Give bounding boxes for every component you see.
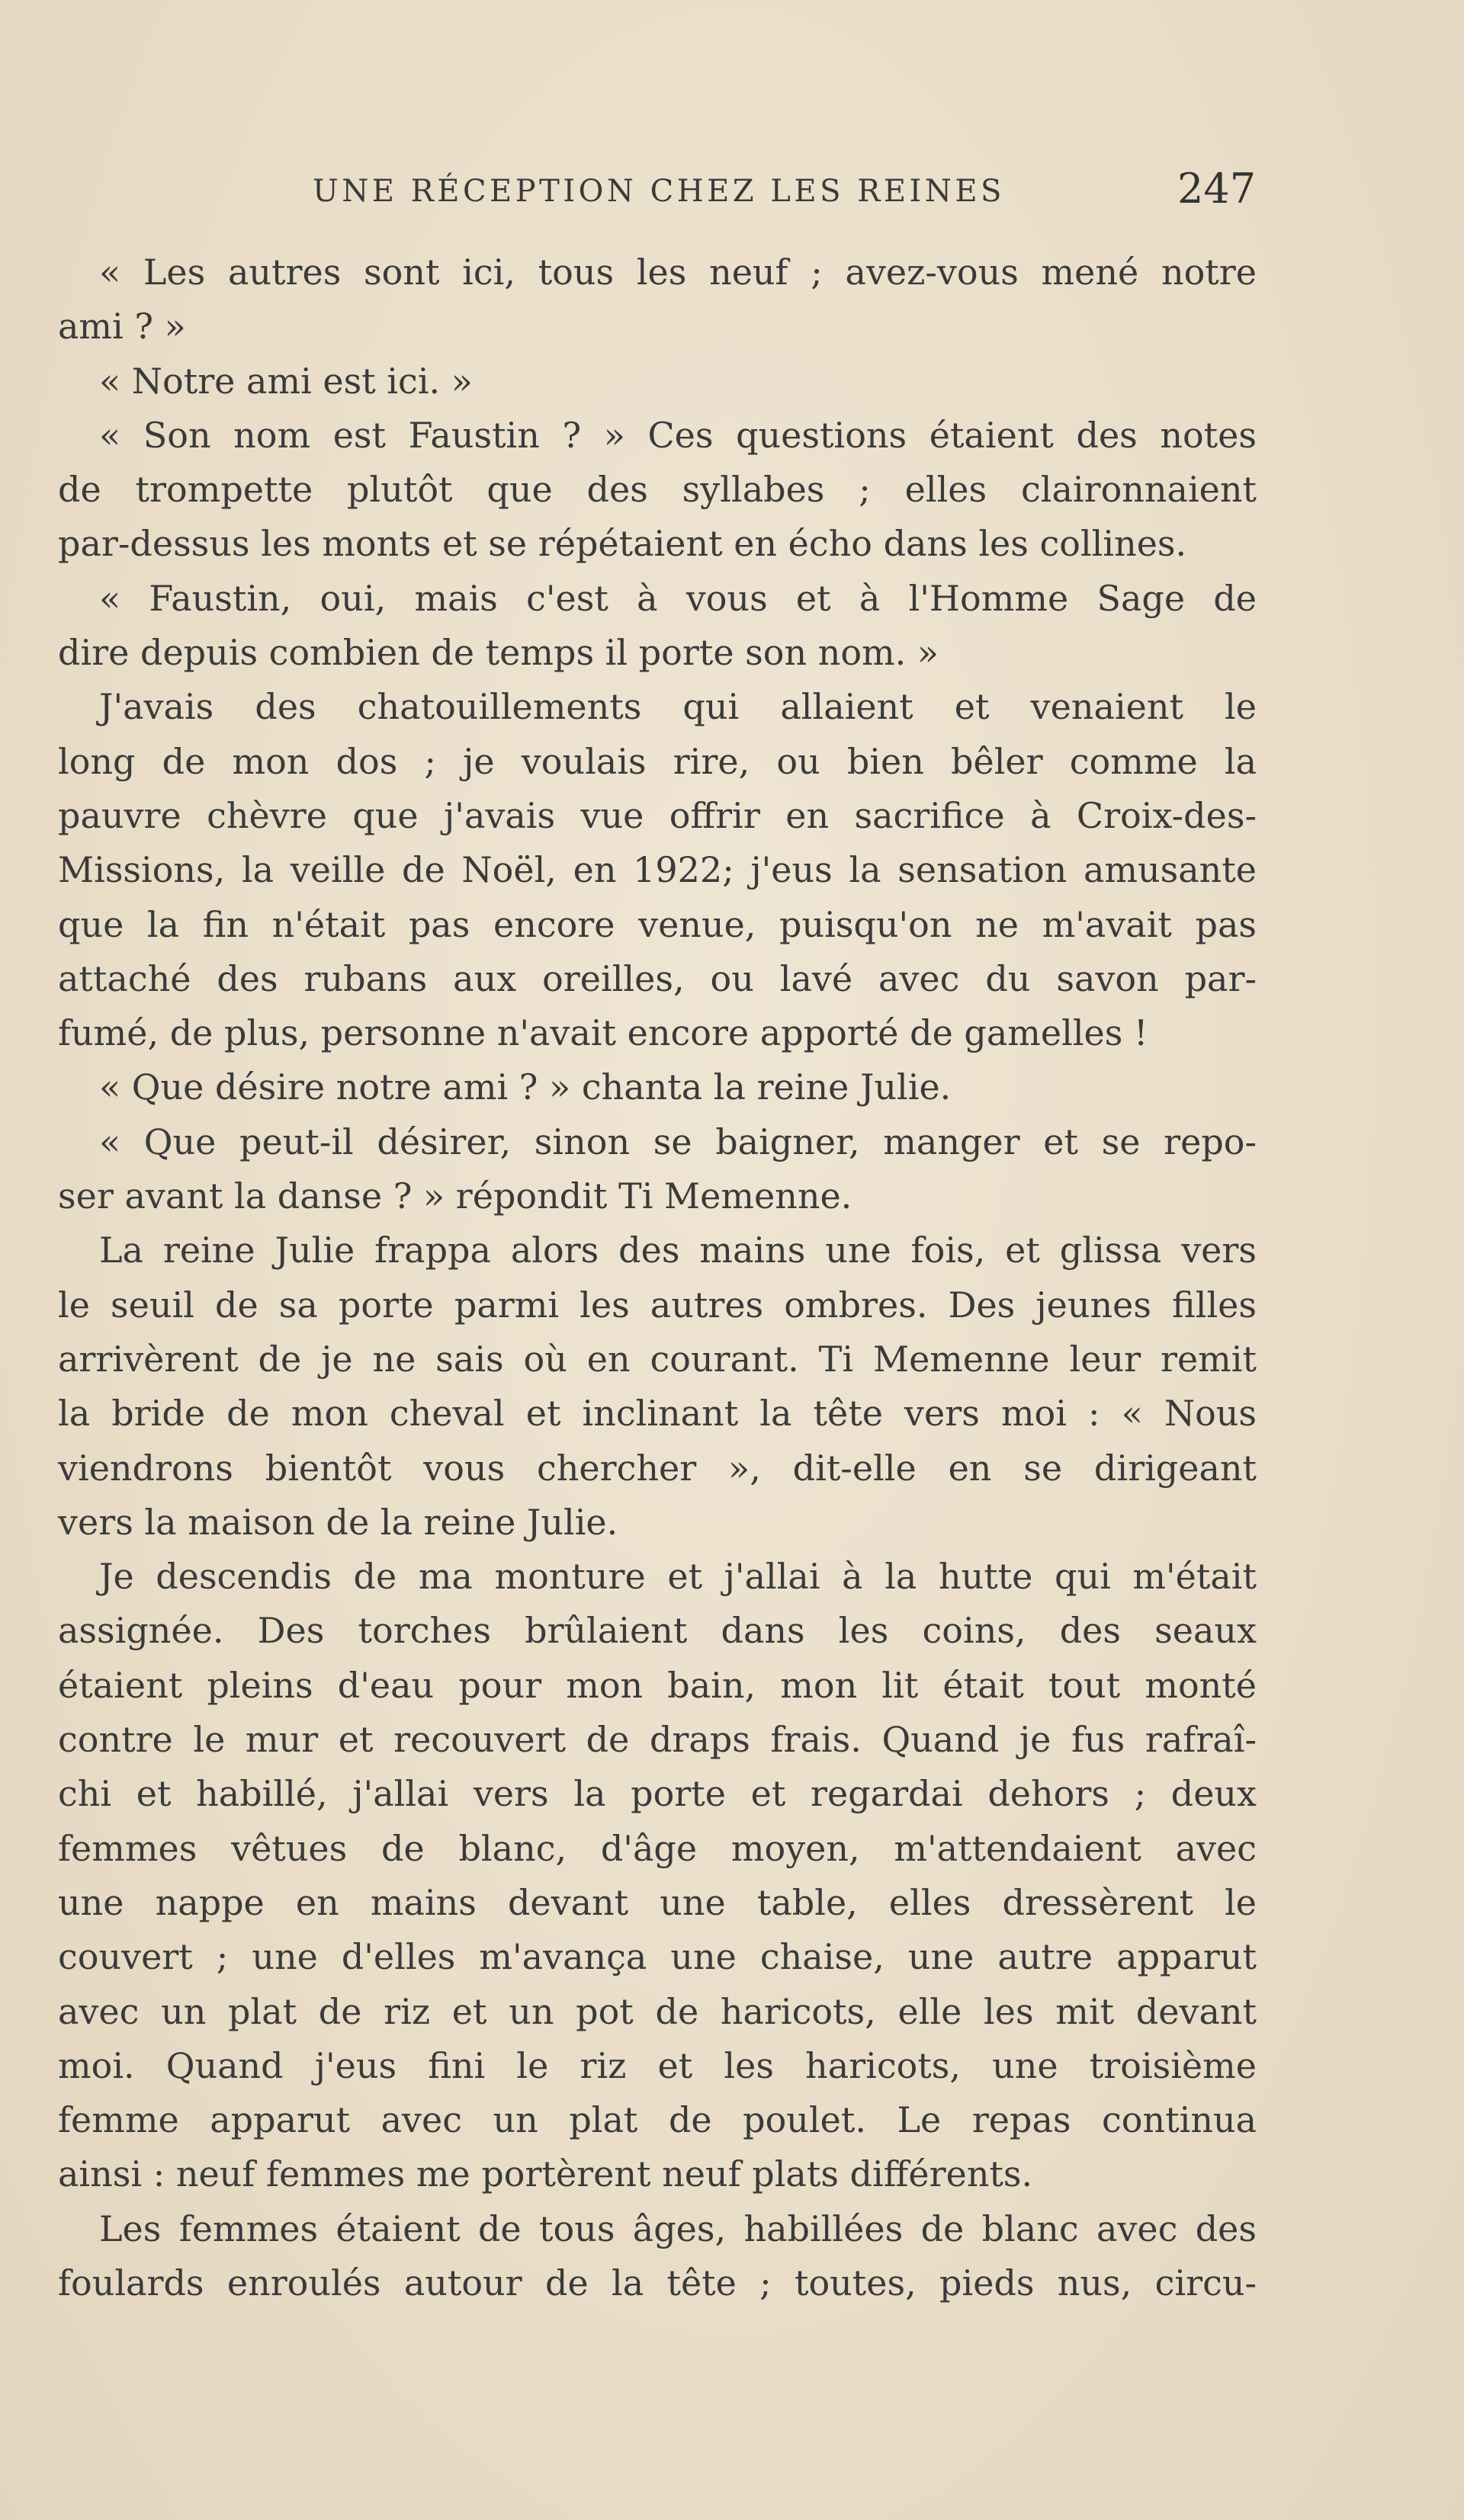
text-line: étaient pleins d'eau pour mon bain, mon lit était tout monté bbox=[58, 1664, 1257, 1706]
text-line: par-dessus les monts et se répétaient en écho dans les collines. bbox=[58, 523, 1187, 565]
text-line: « Que peut-il désirer, sinon se baigner, manger et se repo- bbox=[99, 1121, 1257, 1162]
text-line: ser avant la danse ? » répondit Ti Memenne. bbox=[58, 1175, 852, 1217]
text-line: moi. Quand j'eus fini le riz et les haricots, une troisième bbox=[58, 2044, 1257, 2086]
text-line: fumé, de plus, personne n'avait encore apporté de gamelles ! bbox=[58, 1012, 1148, 1054]
text-line: chi et habillé, j'allai vers la porte et regardai dehors ; deux bbox=[58, 1773, 1257, 1815]
text-line: « Son nom est Faustin ? » Ces questions étaient des notes bbox=[99, 414, 1257, 456]
text-line: ainsi : neuf femmes me portèrent neuf plats différents. bbox=[58, 2153, 1033, 2195]
body-text bbox=[58, 245, 1257, 2310]
text-line: femmes vêtues de blanc, d'âge moyen, m'attendaient avec bbox=[58, 1827, 1257, 1869]
text-line: couvert ; une d'elles m'avança une chaise, une autre apparut bbox=[58, 1936, 1257, 1978]
text-line: La reine Julie frappa alors des mains une fois, et glissa vers bbox=[99, 1230, 1257, 1271]
text-line: « Les autres sont ici, tous les neuf ; avez-vous mené notre bbox=[99, 252, 1257, 293]
text-line: pauvre chèvre que j'avais vue offrir en sacrifice à Croix-des- bbox=[58, 794, 1257, 836]
text-line: « Faustin, oui, mais c'est à vous et à l'Homme Sage de bbox=[99, 577, 1257, 619]
text-line: de trompette plutôt que des syllabes ; elles claironnaient bbox=[58, 469, 1257, 511]
text-line: dire depuis combien de temps il porte son nom. » bbox=[58, 632, 939, 674]
text-line: femme apparut avec un plat de poulet. Le repas continua bbox=[58, 2099, 1257, 2141]
text-line: foulards enroulés autour de la tête ; toutes, pieds nus, circu- bbox=[58, 2262, 1257, 2304]
text-line: le seuil de sa porte parmi les autres ombres. Des jeunes filles bbox=[58, 1284, 1257, 1326]
text-line: une nappe en mains devant une table, elles dressèrent le bbox=[58, 1881, 1257, 1923]
text-line: assignée. Des torches brûlaient dans les coins, des seaux bbox=[58, 1610, 1257, 1652]
running-head bbox=[0, 165, 1464, 215]
text-line: ami ? » bbox=[58, 306, 186, 348]
text-line: J'avais des chatouillements qui allaient et venaient le bbox=[99, 686, 1257, 728]
text-line: arrivèrent de je ne sais où en courant. Ti Memenne leur remit bbox=[58, 1338, 1257, 1380]
text-line: que la fin n'était pas encore venue, puisqu'on ne m'avait pas bbox=[58, 903, 1257, 945]
text-line: contre le mur et recouvert de draps frais. Quand je fus rafraî- bbox=[58, 1719, 1257, 1761]
text-line: avec un plat de riz et un pot de haricots, elle les mit devant bbox=[58, 1990, 1257, 2032]
text-line: Je descendis de ma monture et j'allai à la hutte qui m'était bbox=[99, 1556, 1257, 1598]
text-line: la bride de mon cheval et inclinant la tête vers moi : « Nous bbox=[58, 1393, 1257, 1435]
text-line: long de mon dos ; je voulais rire, ou bien bêler comme la bbox=[58, 740, 1257, 782]
text-line: viendrons bientôt vous chercher », dit-elle en se dirigeant bbox=[58, 1447, 1257, 1489]
text-line: attaché des rubans aux oreilles, ou lavé avec du savon par- bbox=[58, 957, 1257, 999]
text-line: « Que désire notre ami ? » chanta la reine Julie. bbox=[99, 1066, 952, 1108]
text-line: « Notre ami est ici. » bbox=[99, 360, 473, 402]
text-line: Les femmes étaient de tous âges, habillées de blanc avec des bbox=[99, 2207, 1257, 2249]
page-number: 247 bbox=[1177, 165, 1257, 213]
text-line: vers la maison de la reine Julie. bbox=[58, 1501, 618, 1543]
text-line: Missions, la veille de Noël, en 1922; j'eus la sensation amusante bbox=[58, 849, 1257, 891]
chapter-title: UNE RÉCEPTION CHEZ LES REINES bbox=[313, 174, 1005, 209]
